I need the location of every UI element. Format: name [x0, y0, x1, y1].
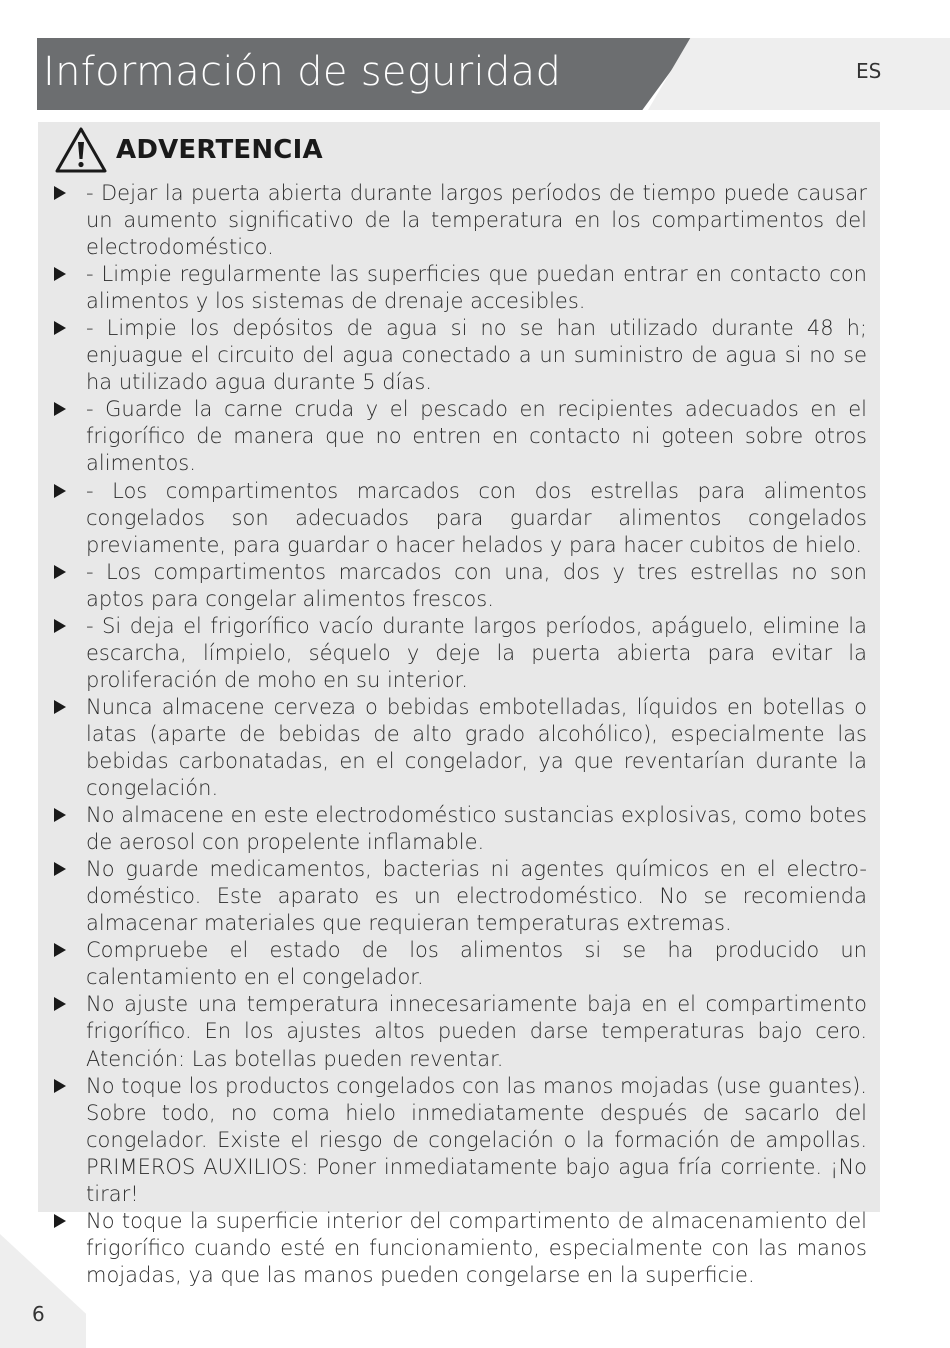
list-item [54, 315, 867, 396]
list-item [54, 991, 867, 1072]
list-item-text: - Limpie regularmente las superficies que puedan entrar en contacto con alimentos y los sistemas de drenaje accesibles. [86, 262, 867, 314]
list-item-text: - Dejar la puerta abierta durante largos períodos de tiempo puede causar un aumento significativo de la temperatura en los compartimentos del electrodoméstico. [86, 181, 867, 260]
language-label: ES [856, 59, 882, 83]
bullet-arrow-icon [54, 186, 66, 200]
bullet-arrow-icon [54, 1214, 66, 1228]
list-item [54, 396, 867, 477]
list-item [54, 180, 867, 261]
warning-heading [54, 126, 323, 174]
warning-title: ADVERTENCIA [116, 135, 323, 165]
safety-list [54, 180, 867, 1289]
list-item-text: No toque la superficie interior del compartimento de almacenamiento del frigorífico cuando esté en funcionamiento, especialmente con las manos mojadas, ya que las manos pueden congelarse en la superficie. [86, 1208, 867, 1287]
list-item [54, 478, 867, 559]
list-item-text: - Limpie los depósitos de agua si no se han utilizado durante 48 h; enjuague el circuito del agua conectado a un suministro de agua si no se ha utilizado agua durante 5 días. [86, 316, 867, 395]
bullet-arrow-icon [54, 267, 66, 281]
bullet-arrow-icon [54, 321, 66, 335]
bullet-arrow-icon [54, 943, 66, 957]
language-tab [648, 38, 950, 110]
list-item [54, 613, 867, 694]
list-item [54, 1208, 867, 1289]
list-item [54, 694, 867, 802]
list-item-text: Nunca almacene cerveza o bebidas embotelladas, líquidos en botellas o latas (aparte de bebidas de alto grado alcohólico), especialmente las bebidas carbonatadas, en el congelador, ya que reventarían durante la congelación. [86, 694, 867, 801]
page-title: Información de seguridad [43, 49, 562, 95]
list-item [54, 261, 867, 315]
list-item-text: No guarde medicamentos, bacterias ni agentes químicos en el electro- doméstico. Este aparato es un electrodoméstico. No se recomienda almacenar materiales que requieran temperaturas extremas. [86, 857, 867, 936]
list-item [54, 802, 867, 856]
list-item-text: No ajuste una temperatura innecesariamente baja en el compartimento frigorífico. En los ajustes altos pueden darse temperaturas bajo cero. Atención: Las botellas pueden reventar. [86, 992, 867, 1071]
list-item-text: - Los compartimentos marcados con dos estrellas para alimentos congelados son adecuados para guardar alimentos congelados previamente, para guardar o hacer helados y para hacer cubitos de hielo. [86, 478, 867, 557]
list-item-text: - Guarde la carne cruda y el pescado en recipientes adecuados en el frigorífico de manera que no entren en contacto ni goteen sobre otros alimentos. [86, 397, 867, 476]
list-item [54, 937, 867, 991]
warning-triangle-icon [54, 126, 108, 174]
bullet-arrow-icon [54, 565, 66, 579]
list-item-text: No toque los productos congelados con las manos mojadas (use guantes). Sobre todo, no coma hielo inmediatamente después de sacarlo del congelador. Existe el riesgo de congelación o la formación de ampollas. PRIMEROS AUXILIOS: Poner inmediatamente bajo agua fría corriente. ¡No tirar! [86, 1073, 867, 1206]
bullet-arrow-icon [54, 700, 66, 714]
list-item [54, 1073, 867, 1208]
bullet-arrow-icon [54, 1079, 66, 1093]
list-item [54, 856, 867, 937]
bullet-arrow-icon [54, 484, 66, 498]
list-item-text: - Si deja el frigorífico vacío durante largos períodos, apáguelo, elimine la escarcha, límpielo, séquelo y deje la puerta abierta para evitar la proliferación de moho en su interior. [86, 613, 867, 692]
list-item-text: Compruebe el estado de los alimentos si se ha producido un calentamiento en el congelador. [86, 938, 867, 990]
list-item [54, 559, 867, 613]
bullet-arrow-icon [54, 808, 66, 822]
bullet-arrow-icon [54, 619, 66, 633]
bullet-arrow-icon [54, 997, 66, 1011]
list-item-text: No almacene en este electrodoméstico sustancias explosivas, como botes de aerosol con propelente inflamable. [86, 803, 867, 855]
bullet-arrow-icon [54, 402, 66, 416]
list-item-text: - Los compartimentos marcados con una, dos y tres estrellas no son aptos para congelar alimentos frescos. [86, 559, 867, 611]
page-number: 6 [32, 1302, 45, 1326]
bullet-arrow-icon [54, 862, 66, 876]
